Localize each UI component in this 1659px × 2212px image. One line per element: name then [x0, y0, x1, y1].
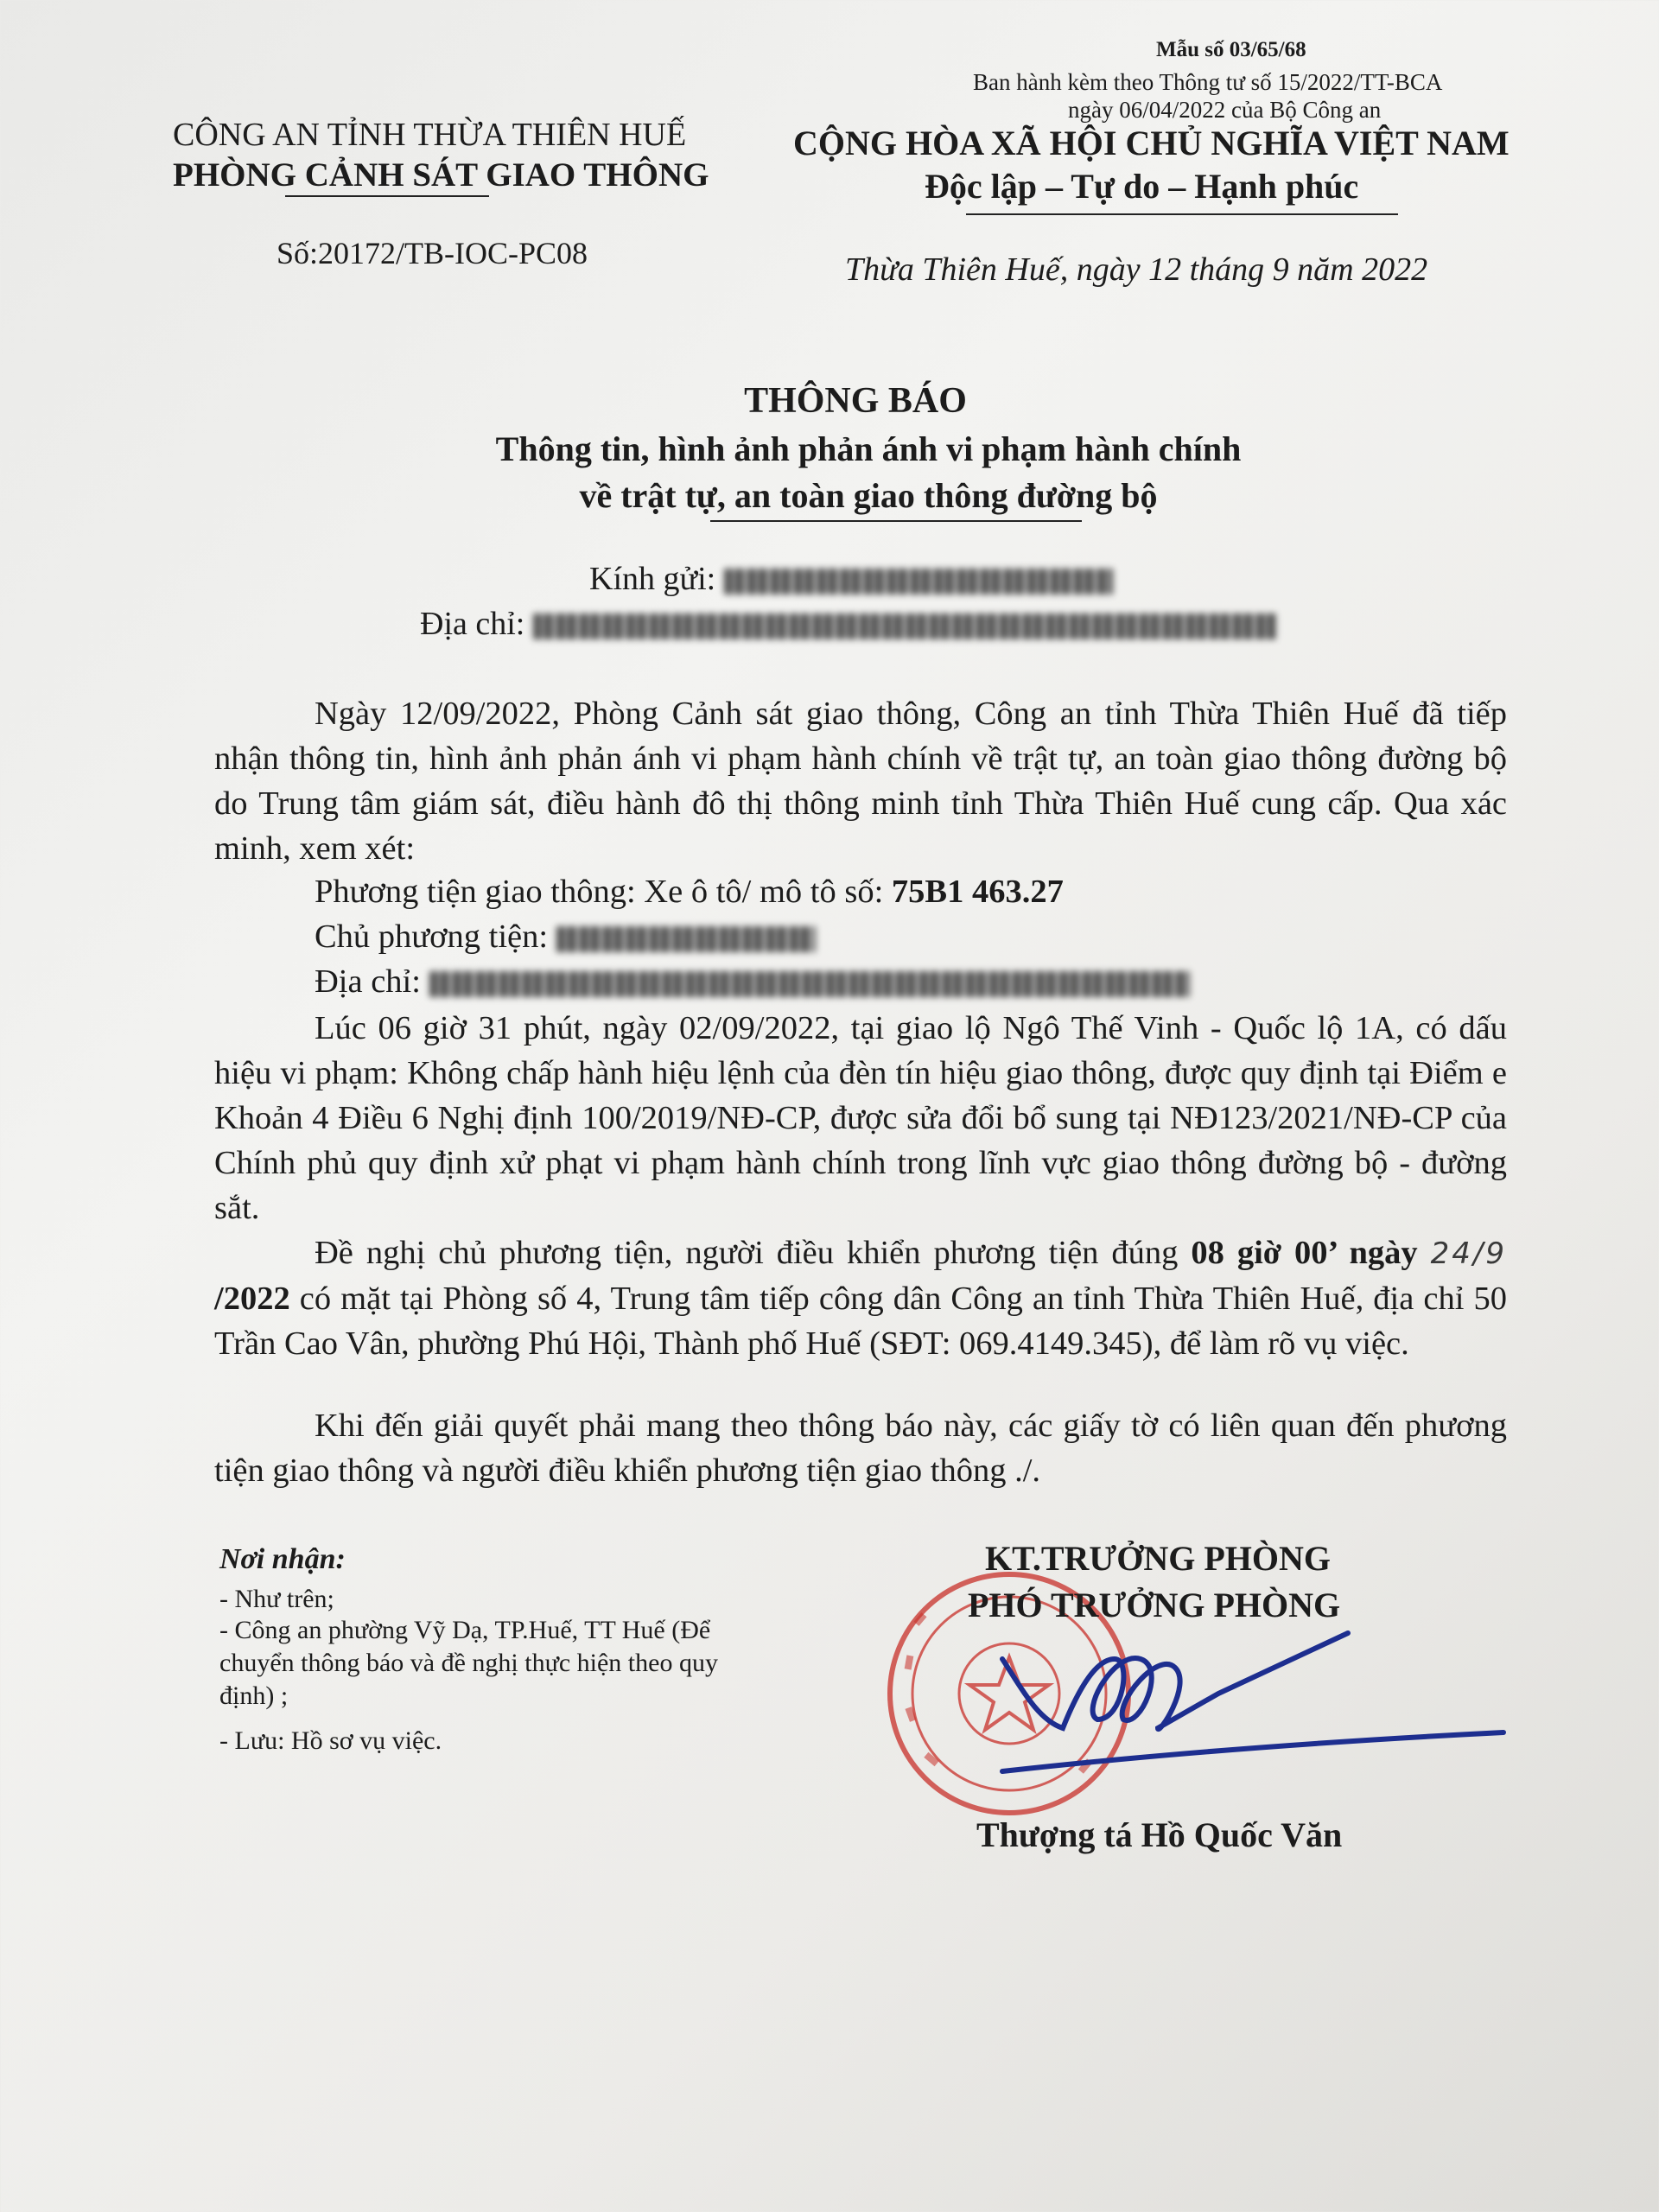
- vehicle-line: [315, 873, 1064, 911]
- vehicle-label: Phương tiện giao thông: Xe ô tô/ mô tô số:: [315, 874, 884, 910]
- paragraph-violation: [214, 1006, 1507, 1230]
- national-motto: Độc lập – Tự do – Hạnh phúc: [925, 167, 1359, 206]
- place-date: Thừa Thiên Huế, ngày 12 tháng 9 năm 2022: [845, 251, 1428, 288]
- recipient-line: - Công an phường Vỹ Dạ, TP.Huế, TT Huế (Để: [219, 1616, 711, 1644]
- recipient-line: - Lưu: Hồ sơ vụ việc.: [219, 1726, 442, 1755]
- addressee-line: [589, 560, 1113, 598]
- form-number: Mẫu số 03/65/68: [1156, 38, 1306, 61]
- agency-name: CÔNG AN TỈNH THỪA THIÊN HUẾ: [173, 117, 687, 153]
- address-label: Địa chỉ:: [420, 606, 525, 642]
- handwritten-day: 24: [1430, 1236, 1473, 1271]
- owner-label: Chủ phương tiện:: [315, 918, 549, 955]
- issued-by-line1: Ban hành kèm theo Thông tư số 15/2022/TT-BCA: [973, 69, 1443, 95]
- redacted-address: [533, 613, 1276, 639]
- redacted-name: [724, 569, 1113, 594]
- recipient-line: chuyển thông báo và đề nghị thực hiện theo quy: [219, 1649, 718, 1677]
- paragraph-violation-text: Lúc 06 giờ 31 phút, ngày 02/09/2022, tại giao lộ Ngô Thế Vinh - Quốc lộ 1A, có dấu hiệu vi phạm: Không chấp hành hiệu lệnh của đèn tín hiệu giao thông, được quy định tại Điểm e Khoản 4 Điều 6 Nghị định 100/2019/NĐ-CP, được sửa đổi bổ sung tại NĐ123/2021/NĐ-CP của Chính phủ quy định xử phạt vi phạm hành chính trong lĩnh vực giao thông đường bộ - đường sắt.: [214, 1010, 1507, 1226]
- handwritten-slash: /: [1472, 1236, 1486, 1271]
- document-number: Số:20172/TB-IOC-PC08: [276, 236, 588, 270]
- owner-line: [315, 918, 816, 956]
- summons-time: 08 giờ 00’ ngày: [1191, 1235, 1418, 1271]
- owner-address-label: Địa chỉ:: [315, 963, 421, 1000]
- national-title: CỘNG HÒA XÃ HỘI CHỦ NGHĨA VIỆT NAM: [793, 124, 1510, 162]
- redacted-owner: [556, 926, 816, 952]
- subtitle-underline: [710, 520, 1082, 522]
- recipients-title: Nơi nhận:: [219, 1543, 346, 1575]
- summons-text-a: Đề nghị chủ phương tiện, người điều khiển phương tiện đúng: [315, 1235, 1192, 1271]
- summons-year: /2022: [214, 1281, 290, 1317]
- document-subtitle-line1: Thông tin, hình ảnh phản ánh vi phạm hành chính: [495, 429, 1242, 468]
- vehicle-plate: 75B1 463.27: [891, 874, 1064, 910]
- paragraph-instructions: [214, 1403, 1507, 1493]
- document-subtitle-line2: về trật tự, an toàn giao thông đường bộ: [579, 476, 1158, 515]
- redacted-owner-address: [429, 971, 1190, 997]
- signer-name: Thượng tá Hồ Quốc Văn: [976, 1815, 1343, 1854]
- signature-title-line2: PHÓ TRƯỞNG PHÒNG: [968, 1586, 1341, 1624]
- signature-title-line1: KT.TRƯỞNG PHÒNG: [985, 1539, 1331, 1578]
- department-name: PHÒNG CẢNH SÁT GIAO THÔNG: [173, 156, 709, 194]
- issued-by-line2: ngày 06/04/2022 của Bộ Công an: [1068, 97, 1382, 123]
- paragraph-instructions-text: Khi đến giải quyết phải mang theo thông báo này, các giấy tờ có liên quan đến phương tiện giao thông và người điều khiển phương tiện giao thông ./.: [214, 1408, 1507, 1489]
- summons-text-b: có mặt tại Phòng số 4, Trung tâm tiếp công dân Công an tỉnh Thừa Thiên Huế, địa chỉ 50 Trần Cao Vân, phường Phú Hội, Thành phố Huế (SĐT: 069.4149.345), để làm rõ vụ việc.: [214, 1281, 1507, 1362]
- paragraph-intro: [214, 691, 1507, 871]
- recipient-line: - Như trên;: [219, 1585, 334, 1613]
- paragraph-summons: [214, 1230, 1507, 1366]
- addressee-address-line: [420, 605, 1276, 643]
- handwritten-month: 9: [1485, 1236, 1507, 1271]
- motto-underline: [966, 213, 1398, 215]
- owner-address-line: [315, 963, 1190, 1001]
- greeting-label: Kính gửi:: [589, 561, 716, 597]
- paragraph-intro-text: Ngày 12/09/2022, Phòng Cảnh sát giao thông, Công an tỉnh Thừa Thiên Huế đã tiếp nhận thông tin, hình ảnh phản ánh vi phạm hành chính về trật tự, an toàn giao thông đường bộ do Trung tâm giám sát, điều hành đô thị thông minh tỉnh Thừa Thiên Huế cung cấp. Qua xác minh, xem xét:: [214, 696, 1507, 867]
- recipient-line: định) ;: [219, 1681, 289, 1710]
- document-title: THÔNG BÁO: [744, 381, 967, 421]
- department-underline: [285, 195, 489, 197]
- handwritten-signature: [985, 1624, 1521, 1797]
